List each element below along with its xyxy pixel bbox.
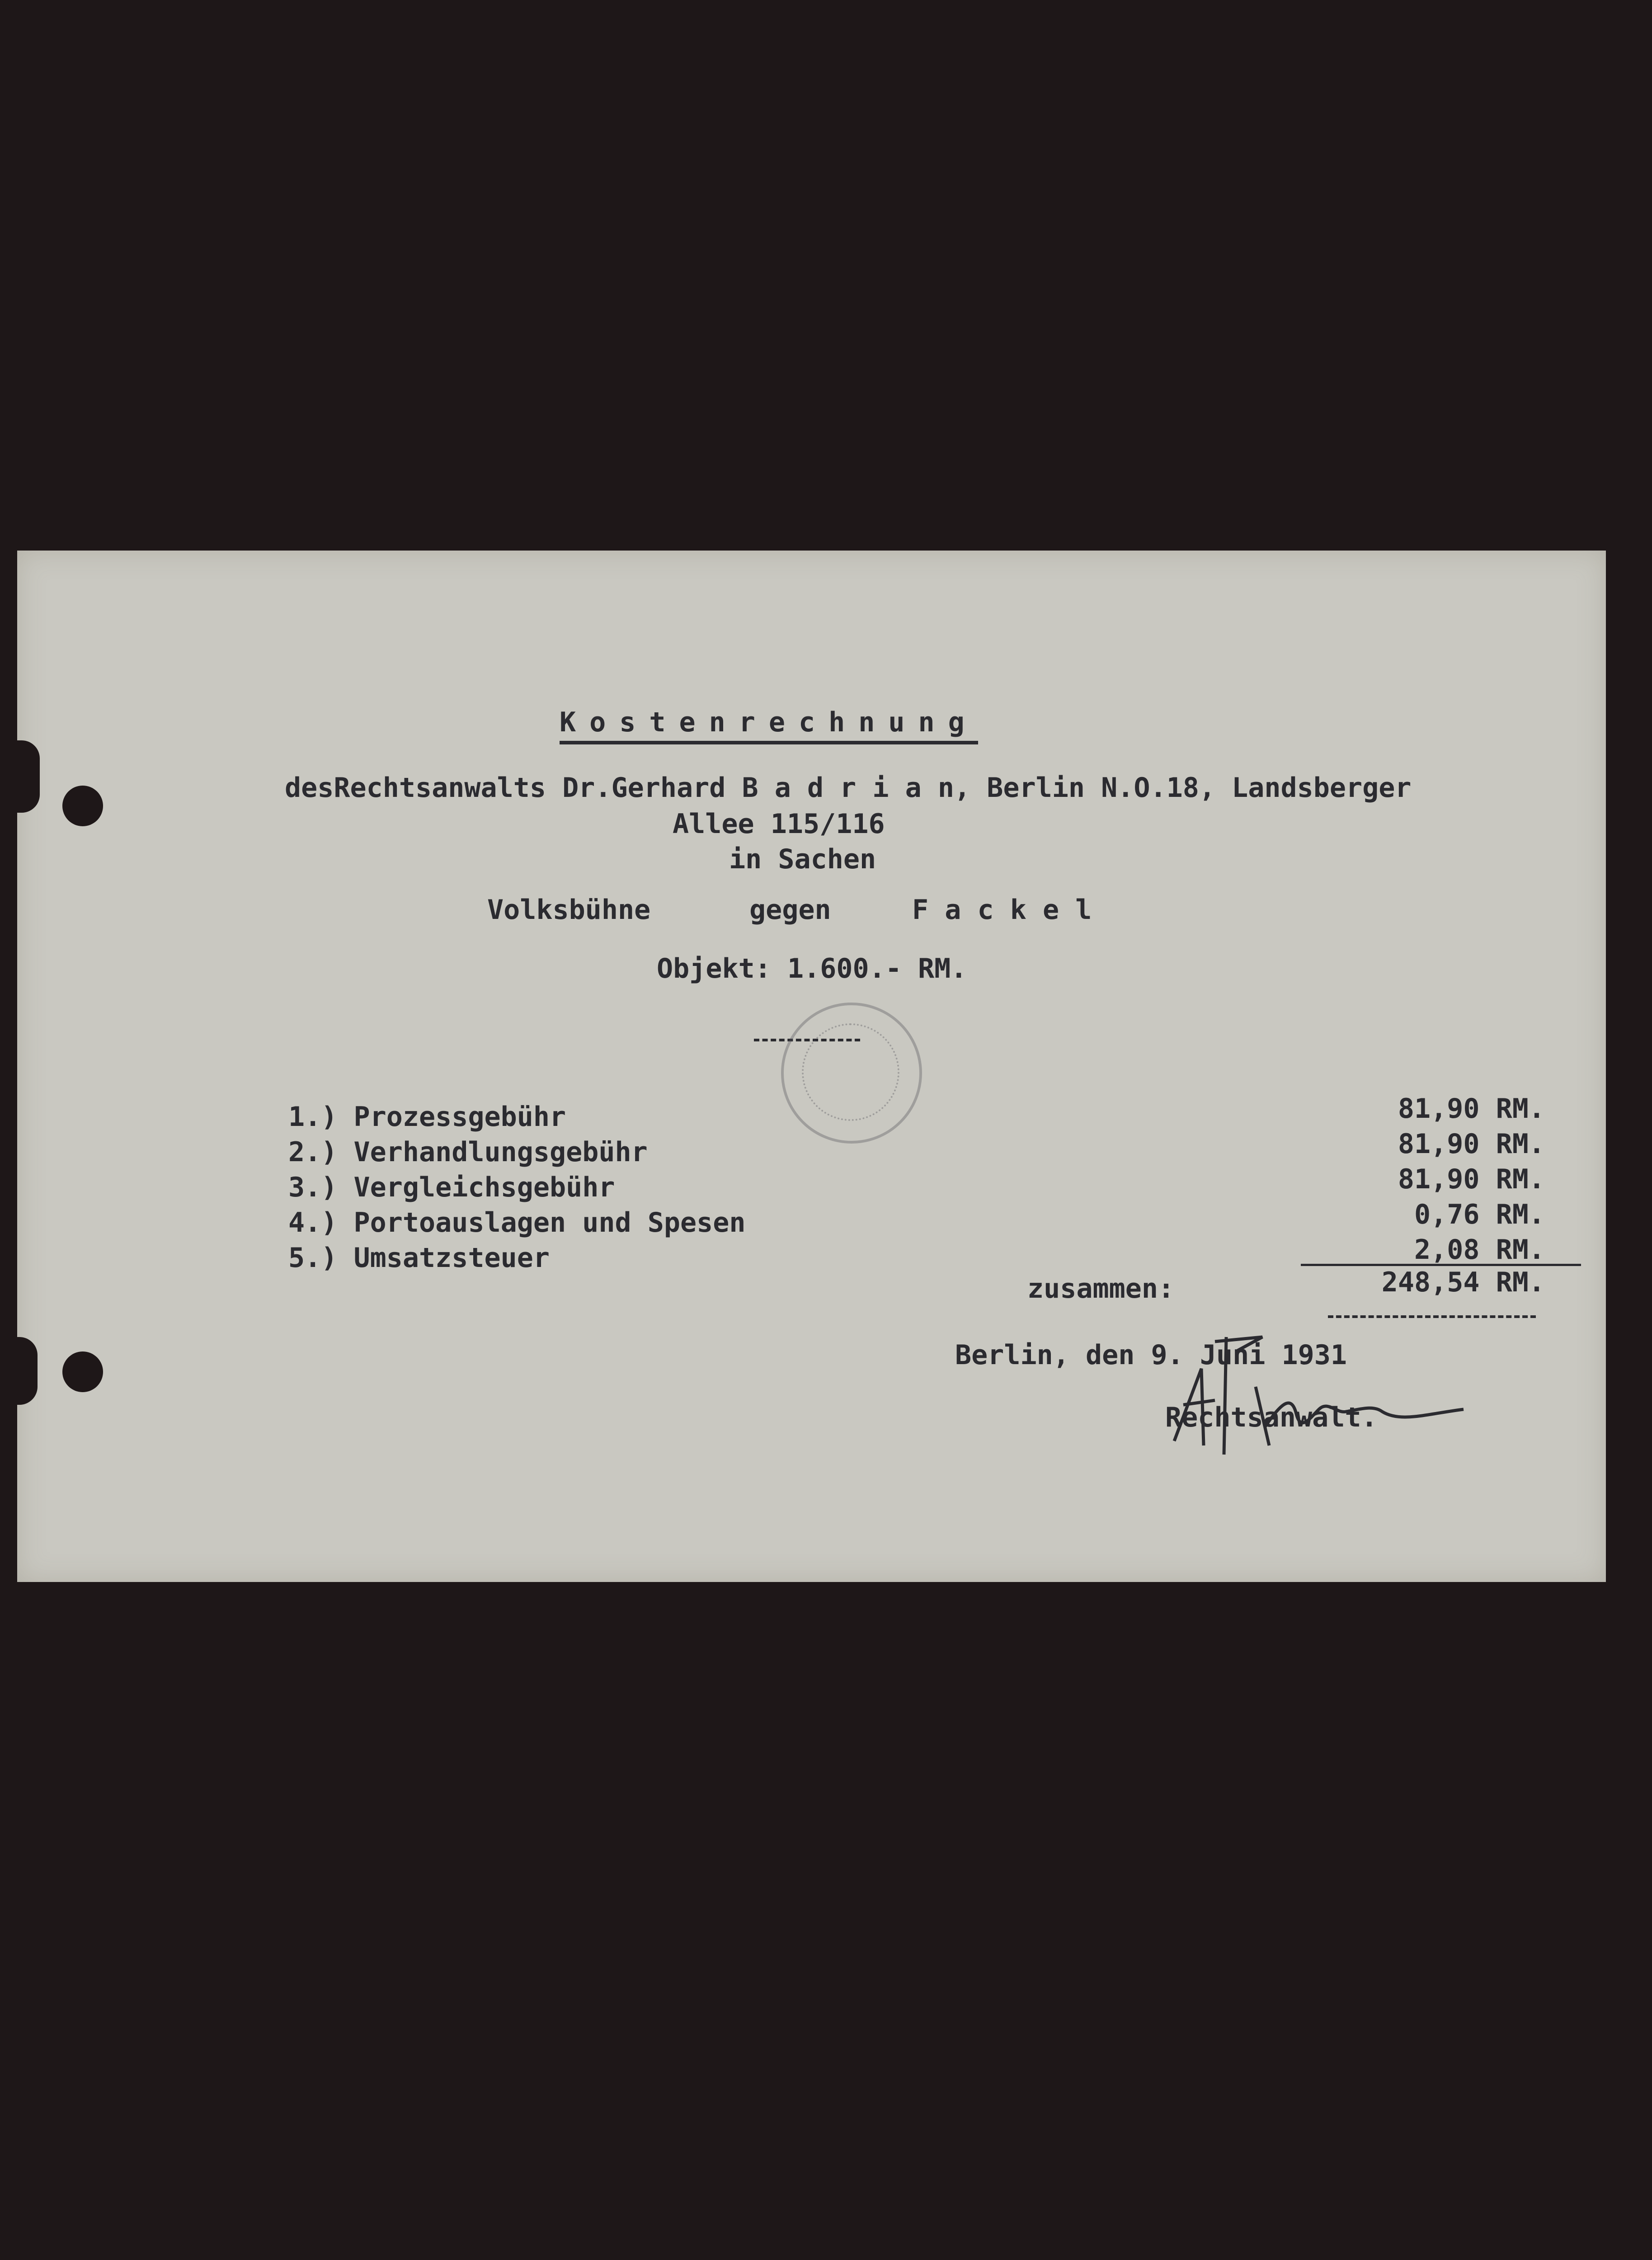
official-stamp <box>781 1003 922 1144</box>
address-line: Allee 115/116 <box>673 808 885 840</box>
handwritten-signature <box>1147 1310 1491 1464</box>
lawyer-line: desRechtsanwalts Dr.Gerhard B a d r i a n, Berlin N.O.18, Landsberger <box>285 772 1412 804</box>
stamp-inner-ring <box>802 1023 899 1121</box>
party-defendant: F a c k e l <box>912 894 1092 926</box>
item-label: 4.) Portoauslagen und Spesen <box>288 1207 746 1238</box>
item-amount: 81,90 RM. <box>1398 1093 1545 1125</box>
sum-rule <box>1301 1264 1581 1266</box>
torn-edge <box>13 740 40 813</box>
item-label: 3.) Vergleichsgebühr <box>288 1172 615 1203</box>
total-amount: 248,54 RM. <box>1381 1267 1545 1298</box>
punch-hole <box>62 786 103 826</box>
item-amount: 81,90 RM. <box>1398 1163 1545 1195</box>
signature-role: Rechtsanwalt. <box>1165 1402 1378 1433</box>
item-label: 1.) Prozessgebühr <box>288 1101 566 1133</box>
item-label: 5.) Umsatzsteuer <box>288 1242 550 1274</box>
in-matters-line: in Sachen <box>729 843 876 875</box>
place-date: Berlin, den 9. Juni 1931 <box>955 1339 1347 1371</box>
item-amount: 81,90 RM. <box>1398 1128 1545 1160</box>
total-label: zusammen: <box>1027 1273 1175 1304</box>
punch-hole <box>62 1351 103 1392</box>
torn-edge <box>13 1337 38 1405</box>
party-versus: gegen <box>749 894 831 926</box>
item-label: 2.) Verhandlungsgebühr <box>288 1136 648 1168</box>
document-title: Kostenrechnung <box>560 706 978 744</box>
item-amount: 2,08 RM. <box>1414 1234 1545 1266</box>
invoice-paper <box>17 551 1606 1582</box>
item-amount: 0,76 RM. <box>1414 1199 1545 1230</box>
object-value: Objekt: 1.600.- RM. <box>657 953 967 984</box>
party-plaintiff: Volksbühne <box>487 894 651 926</box>
